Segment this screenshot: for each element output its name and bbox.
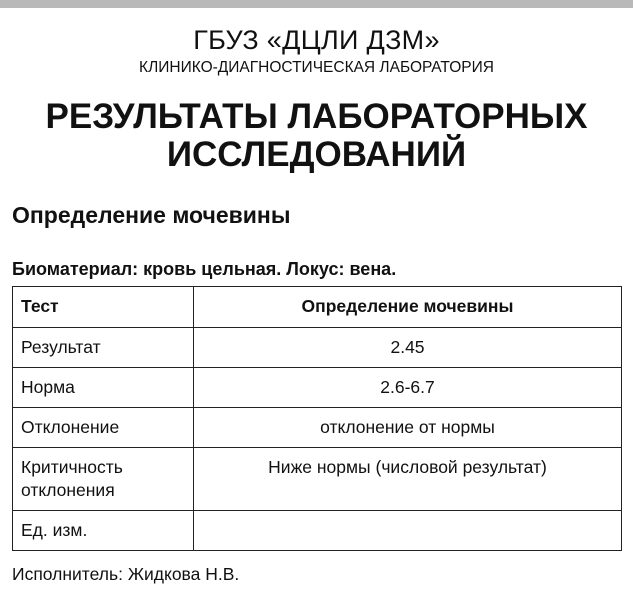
row-label-norm: Норма bbox=[13, 368, 194, 408]
row-label-result: Результат bbox=[13, 328, 194, 368]
executor-line: Исполнитель: Жидкова Н.В. bbox=[12, 564, 240, 584]
table-header-row bbox=[13, 287, 622, 328]
document-title bbox=[0, 98, 633, 174]
table-row bbox=[13, 408, 622, 448]
row-value-criticality: Ниже нормы (числовой результат) bbox=[194, 448, 622, 511]
laboratory-subtitle: КЛИНИКО-ДИАГНОСТИЧЕСКАЯ ЛАБОРАТОРИЯ bbox=[139, 59, 494, 76]
biomaterial-info: Биоматериал: кровь цельная. Локус: вена. bbox=[12, 259, 397, 279]
table-row bbox=[13, 328, 622, 368]
table-row bbox=[13, 368, 622, 408]
section-title: Определение мочевины bbox=[12, 202, 291, 228]
row-label-criticality: Критичность отклонения bbox=[13, 448, 194, 511]
document-title-line-2: ИССЛЕДОВАНИЙ bbox=[166, 135, 467, 174]
row-value-deviation: отклонение от нормы bbox=[194, 408, 622, 448]
row-value-norm: 2.6-6.7 bbox=[194, 368, 622, 408]
row-value-units bbox=[194, 511, 622, 551]
row-value-result: 2.45 bbox=[194, 328, 622, 368]
row-label-deviation: Отклонение bbox=[13, 408, 194, 448]
table-row bbox=[13, 511, 622, 551]
column-header-test: Тест bbox=[13, 287, 194, 328]
top-divider-bar bbox=[0, 0, 633, 8]
results-table bbox=[12, 286, 622, 551]
document-title-line-1: РЕЗУЛЬТАТЫ ЛАБОРАТОРНЫХ bbox=[45, 97, 588, 136]
column-header-test-name: Определение мочевины bbox=[194, 287, 622, 328]
row-label-units: Ед. изм. bbox=[13, 511, 194, 551]
table-row bbox=[13, 448, 622, 511]
organization-name: ГБУЗ «ДЦЛИ ДЗМ» bbox=[193, 25, 440, 55]
